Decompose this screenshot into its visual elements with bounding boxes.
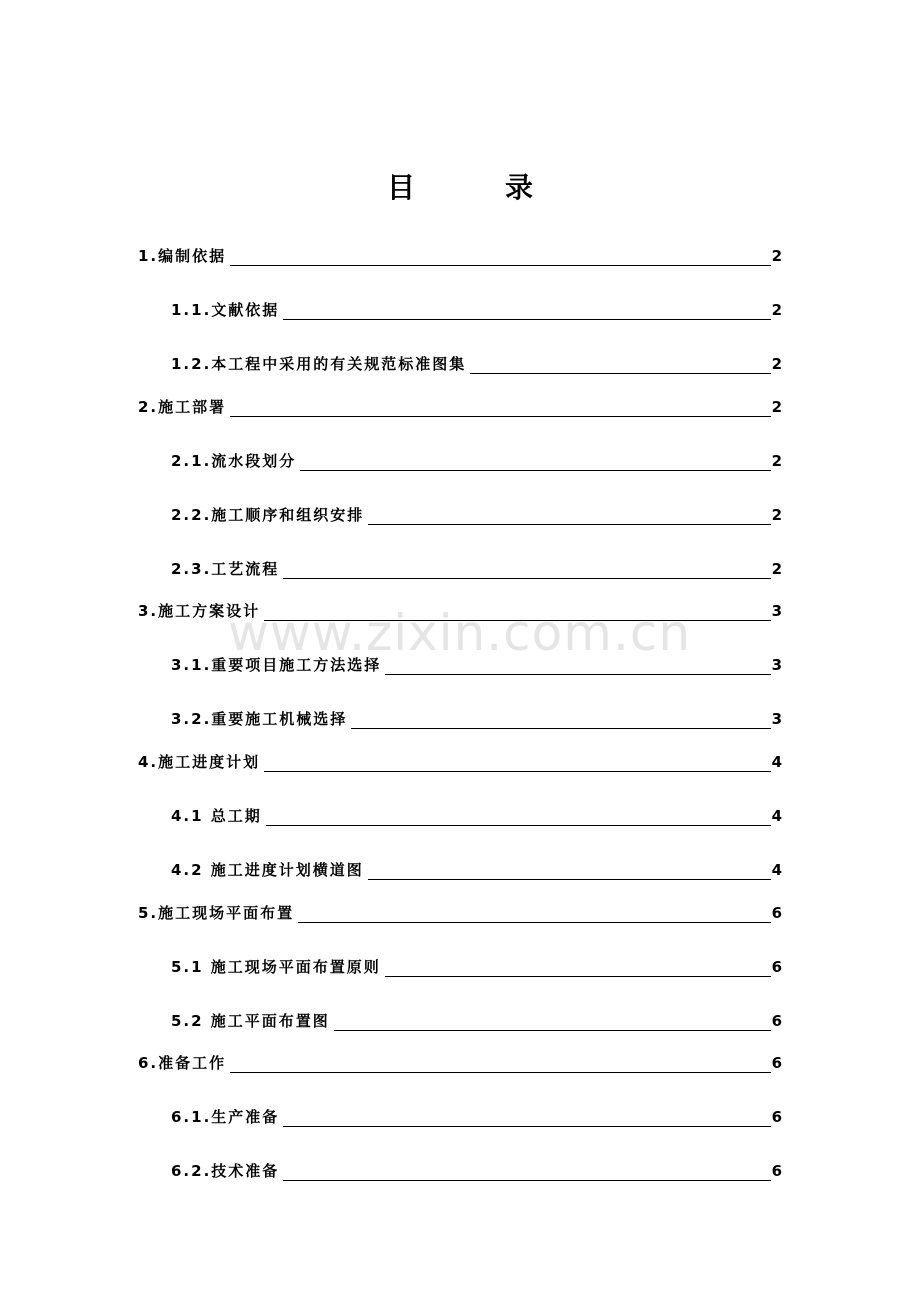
toc-page-number: 6 [771,958,782,976]
toc-entry[interactable] [171,800,782,826]
toc-leader-line [470,373,770,374]
toc-entry[interactable] [138,746,782,772]
toc-entry[interactable] [171,951,782,977]
watermark: www.zixin.com.cn [228,604,692,662]
toc-leader-line [264,771,770,772]
toc-leader-line [368,879,771,880]
toc-entry[interactable] [171,294,782,320]
toc-leader-line [351,728,770,729]
toc-page-number: 4 [771,753,782,771]
toc-entry[interactable] [138,595,782,621]
toc-page-number: 4 [771,861,782,879]
toc-leader-line [230,1072,770,1073]
toc-page-number: 3 [771,602,782,620]
toc-title-part1: 目 [386,171,415,204]
toc-entry-label: 2.施工部署 [138,398,227,416]
toc-entry[interactable] [171,854,782,880]
toc-leader-line [283,1180,770,1181]
toc-entry-label: 2.3.工艺流程 [171,560,280,578]
toc-page-number: 6 [771,1012,782,1030]
toc-page-number: 2 [771,452,782,470]
toc-entry-label: 4.2 施工进度计划横道图 [171,861,364,879]
toc-entry-label: 5.1 施工现场平面布置原则 [171,958,381,976]
toc-entry-label: 6.2.技术准备 [171,1162,280,1180]
toc-entry[interactable] [171,1005,782,1031]
toc-page-number: 2 [771,301,782,319]
toc-entry[interactable] [171,445,782,471]
toc-entry-label: 5.2 施工平面布置图 [171,1012,330,1030]
toc-entry[interactable] [138,391,782,417]
toc-entry[interactable] [138,240,782,266]
toc-entry-label: 6.1.生产准备 [171,1108,280,1126]
toc-page-number: 4 [771,807,782,825]
toc-entry[interactable] [171,649,782,675]
toc-entry-label: 3.施工方案设计 [138,602,261,620]
toc-page-number: 2 [771,560,782,578]
toc-leader-line [300,470,770,471]
toc-entry[interactable] [171,348,782,374]
toc-entry[interactable] [171,499,782,525]
toc-leader-line [283,578,770,579]
toc-page-number: 6 [771,1108,782,1126]
toc-leader-line [266,825,771,826]
toc-entry-label: 5.施工现场平面布置 [138,904,295,922]
toc-page-number: 2 [771,355,782,373]
toc-page-number: 6 [771,904,782,922]
toc-leader-line [283,319,770,320]
toc-title [0,166,920,206]
toc-entry-label: 4.施工进度计划 [138,753,261,771]
toc-page-number: 3 [771,656,782,674]
toc-leader-line [334,1030,771,1031]
toc-page-number: 3 [771,710,782,728]
toc-entry-label: 1.编制依据 [138,247,227,265]
toc-entry-label: 3.1.重要项目施工方法选择 [171,656,382,674]
toc-entry[interactable] [138,1047,782,1073]
toc-page-number: 2 [771,506,782,524]
toc-leader-line [298,922,770,923]
toc-page-number: 2 [771,247,782,265]
toc-page-number: 6 [771,1054,782,1072]
toc-leader-line [283,1126,770,1127]
toc-page-number: 2 [771,398,782,416]
toc-leader-line [230,265,770,266]
toc-entry[interactable] [171,703,782,729]
toc-title-part2: 录 [505,171,534,204]
toc-entry[interactable] [171,1155,782,1181]
toc-leader-line [385,976,771,977]
toc-entry-label: 4.1 总工期 [171,807,262,825]
toc-entry-label: 1.2.本工程中采用的有关规范标准图集 [171,355,467,373]
toc-entry-label: 6.准备工作 [138,1054,227,1072]
toc-leader-line [230,416,770,417]
toc-leader-line [368,524,770,525]
toc-entry-label: 2.2.施工顺序和组织安排 [171,506,365,524]
toc-page-number: 6 [771,1162,782,1180]
toc-entry-label: 1.1.文献依据 [171,301,280,319]
toc-entry[interactable] [138,897,782,923]
toc-entry[interactable] [171,1101,782,1127]
toc-leader-line [385,674,770,675]
toc-leader-line [264,620,770,621]
toc-entry-label: 2.1.流水段划分 [171,452,297,470]
toc-entry[interactable] [171,553,782,579]
toc-entry-label: 3.2.重要施工机械选择 [171,710,348,728]
